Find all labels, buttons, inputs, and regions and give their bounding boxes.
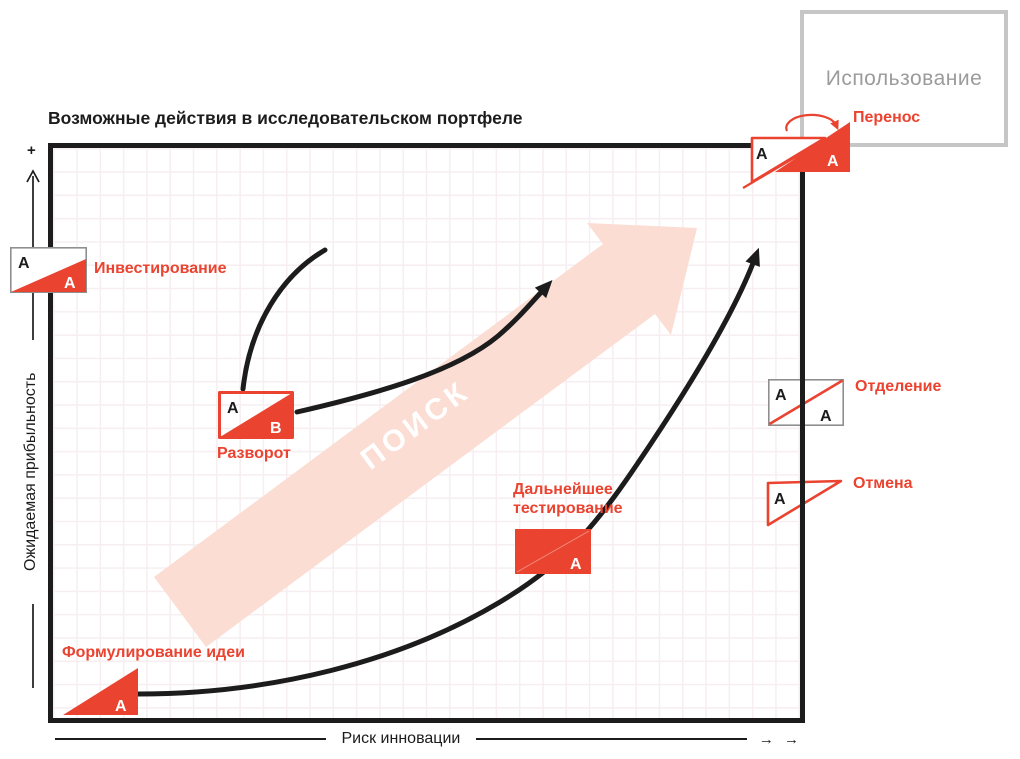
investing-icon (10, 247, 87, 293)
transfer-icon (733, 98, 858, 190)
x-axis-label: Риск инновации (341, 730, 461, 747)
portfolio-letter: А (774, 491, 786, 508)
further-testing-icon (515, 529, 591, 574)
action-label-spin-off: Отделение (855, 378, 942, 395)
rotation-arrow (786, 115, 836, 131)
portfolio-letter: А (570, 556, 582, 573)
x-axis-line (55, 738, 326, 740)
curve-pivot-old-path (243, 250, 325, 389)
portfolio-letter: В (270, 420, 282, 437)
portfolio-letter: А (18, 255, 30, 272)
page-title: Возможные действия в исследовательском портфеле (48, 108, 523, 128)
action-label-cancel: Отмена (853, 475, 913, 492)
action-label-transfer: Перенос (853, 109, 921, 126)
portfolio-letter: А (64, 275, 76, 292)
portfolio-letter: А (756, 146, 768, 163)
y-axis-plus: + (27, 142, 36, 159)
action-label-idea-formulation: Формулирование идеи (62, 644, 245, 661)
portfolio-letter: А (827, 153, 839, 170)
x-axis (55, 729, 802, 749)
portfolio-letter: А (115, 698, 127, 715)
y-axis-label: Ожидаемая прибыльность (22, 372, 39, 572)
usage-box-label: Использование (825, 66, 983, 90)
pivot-icon (218, 391, 294, 439)
action-label-pivot: Разворот (217, 445, 291, 462)
portfolio-letter: А (227, 400, 239, 417)
x-axis-arrows: → → (758, 730, 802, 748)
search-arrow-label: ПОИСК (354, 374, 476, 477)
idea-formulation-icon (63, 668, 138, 716)
action-label-investing: Инвестирование (94, 260, 227, 277)
x-axis-line (476, 738, 747, 740)
action-label-further-testing: Дальнейшее тестирование (513, 481, 623, 517)
portfolio-letter: А (820, 408, 832, 425)
portfolio-letter: А (775, 387, 787, 404)
